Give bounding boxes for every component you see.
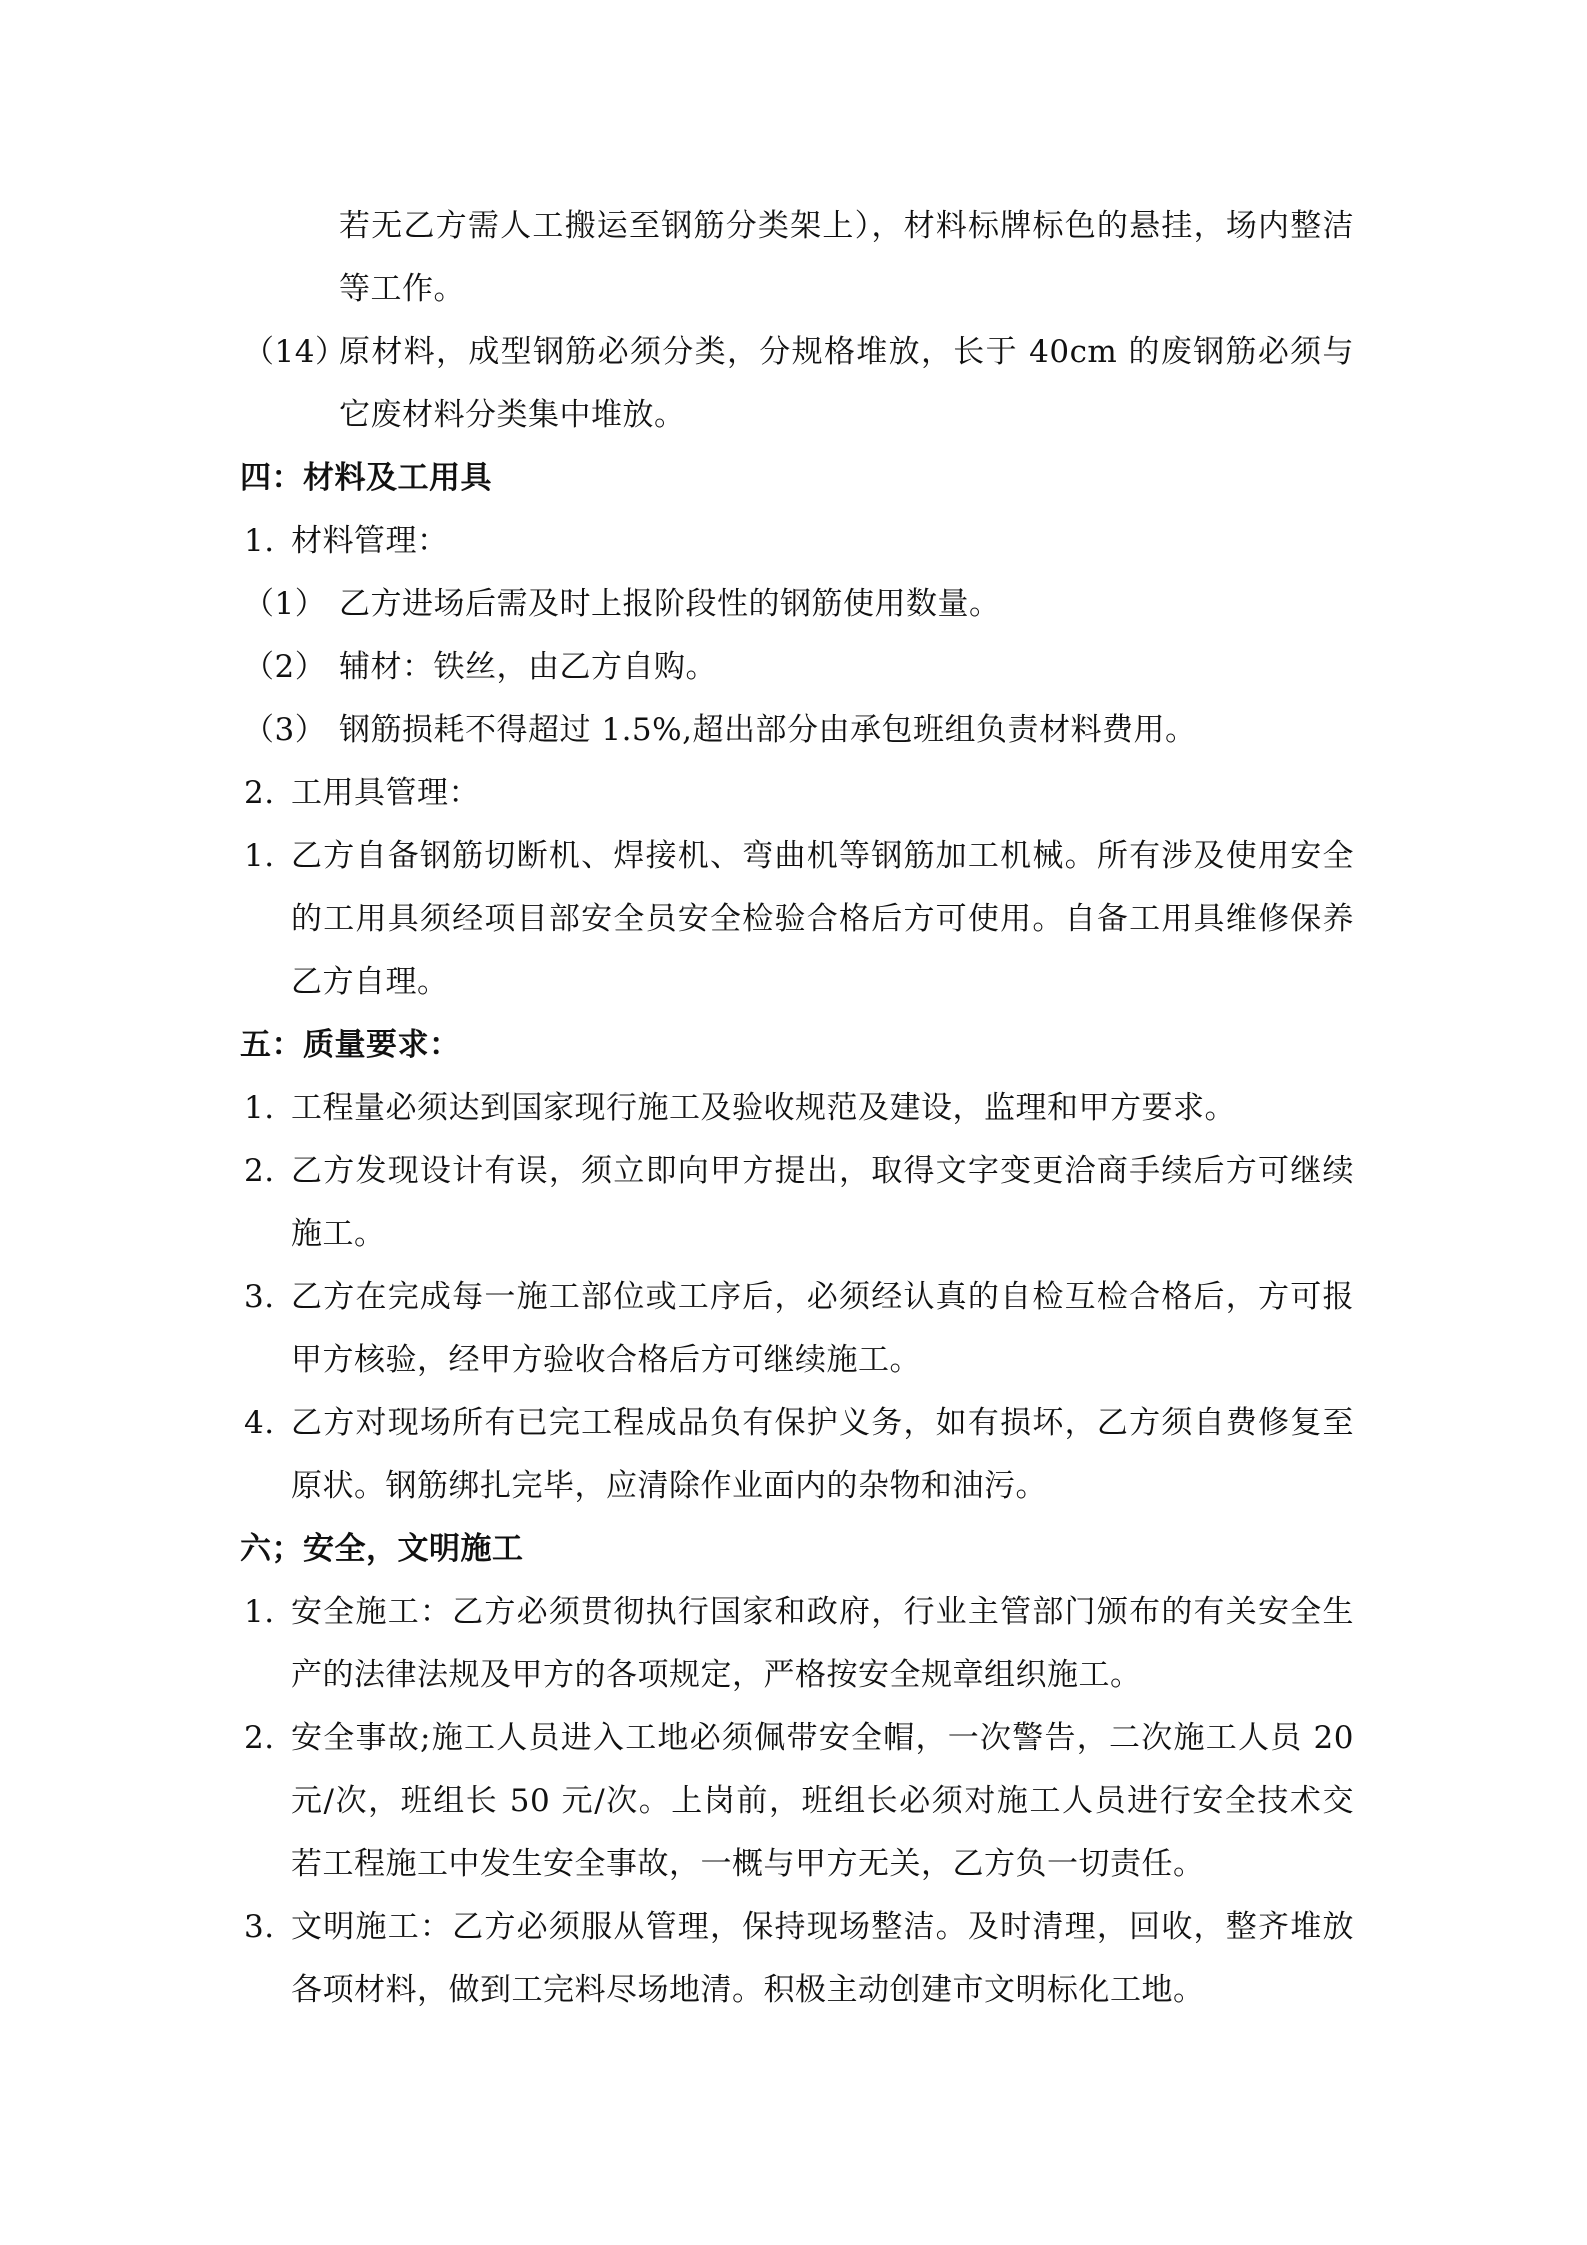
paragraph-line: 的工用具须经项目部安全员安全检验合格后方可使用。自备工用具维修保养 bbox=[291, 901, 1354, 937]
paragraph-line: 它废材料分类集中堆放。 bbox=[339, 397, 686, 433]
paragraph-line: 安全事故;施工人员进入工地必须佩带安全帽，一次警告，二次施工人员 20 bbox=[291, 1720, 1354, 1756]
paragraph-line: 材料管理： bbox=[291, 523, 449, 559]
paragraph-line: 乙方对现场所有已完工程成品负有保护义务，如有损坏，乙方须自费修复至 bbox=[291, 1405, 1354, 1441]
paragraph-line: 辅材：铁丝，由乙方自购。 bbox=[339, 649, 717, 685]
paragraph-line: 甲方核验，经甲方验收合格后方可继续施工。 bbox=[291, 1342, 921, 1378]
item-number: 1. bbox=[244, 838, 275, 874]
item-number: （2） bbox=[243, 649, 327, 685]
paragraph-line: 施工。 bbox=[291, 1216, 386, 1252]
paragraph-line: 钢筋损耗不得超过 1.5%,超出部分由承包班组负责材料费用。 bbox=[339, 712, 1197, 748]
item-number: 2. bbox=[244, 1153, 275, 1189]
paragraph-line: 若工程施工中发生安全事故，一概与甲方无关，乙方负一切责任。 bbox=[291, 1846, 1205, 1882]
section-heading: 五：质量要求： bbox=[240, 1027, 461, 1063]
item-number: 1. bbox=[244, 1594, 275, 1630]
paragraph-line: 各项材料，做到工完料尽场地清。积极主动创建市文明标化工地。 bbox=[291, 1972, 1205, 2008]
paragraph-line: 乙方进场后需及时上报阶段性的钢筋使用数量。 bbox=[339, 586, 1001, 622]
item-number: 1. bbox=[244, 1090, 275, 1126]
paragraph-line: 工用具管理： bbox=[291, 775, 480, 811]
paragraph-line: 乙方发现设计有误，须立即向甲方提出，取得文字变更洽商手续后方可继续 bbox=[291, 1153, 1354, 1189]
item-number: 4. bbox=[244, 1405, 275, 1441]
paragraph-line: 乙方自理。 bbox=[291, 964, 449, 1000]
item-number: 2. bbox=[244, 1720, 275, 1756]
section-heading: 四：材料及工用具 bbox=[240, 460, 492, 496]
item-number: （3） bbox=[243, 712, 327, 748]
paragraph-line: 等工作。 bbox=[339, 271, 465, 307]
paragraph-line: 文明施工：乙方必须服从管理，保持现场整洁。及时清理，回收，整齐堆放 bbox=[291, 1909, 1354, 1945]
paragraph-line: 原状。钢筋绑扎完毕，应清除作业面内的杂物和油污。 bbox=[291, 1468, 1047, 1504]
item-number: 3. bbox=[244, 1279, 275, 1315]
paragraph-line: 若无乙方需人工搬运至钢筋分类架上），材料标牌标色的悬挂，场内整洁 bbox=[339, 208, 1354, 244]
paragraph-line: 产的法律法规及甲方的各项规定，严格按安全规章组织施工。 bbox=[291, 1657, 1142, 1693]
paragraph-line: 工程量必须达到国家现行施工及验收规范及建设，监理和甲方要求。 bbox=[291, 1090, 1236, 1126]
item-number: （1） bbox=[243, 586, 327, 622]
item-number: 3. bbox=[244, 1909, 275, 1945]
paragraph-line: 原材料，成型钢筋必须分类，分规格堆放，长于 40cm 的废钢筋必须与 bbox=[339, 334, 1354, 370]
item-number: 1. bbox=[244, 523, 275, 559]
paragraph-line: 乙方在完成每一施工部位或工序后，必须经认真的自检互检合格后，方可报 bbox=[291, 1279, 1354, 1315]
paragraph-line: 元/次，班组长 50 元/次。上岗前，班组长必须对施工人员进行安全技术交 bbox=[291, 1783, 1354, 1819]
item-number: （14） bbox=[243, 334, 347, 370]
item-number: 2. bbox=[244, 775, 275, 811]
paragraph-line: 乙方自备钢筋切断机、焊接机、弯曲机等钢筋加工机械。所有涉及使用安全 bbox=[291, 838, 1354, 874]
section-heading: 六；安全，文明施工 bbox=[240, 1531, 524, 1567]
paragraph-line: 安全施工：乙方必须贯彻执行国家和政府，行业主管部门颁布的有关安全生 bbox=[291, 1594, 1354, 1630]
